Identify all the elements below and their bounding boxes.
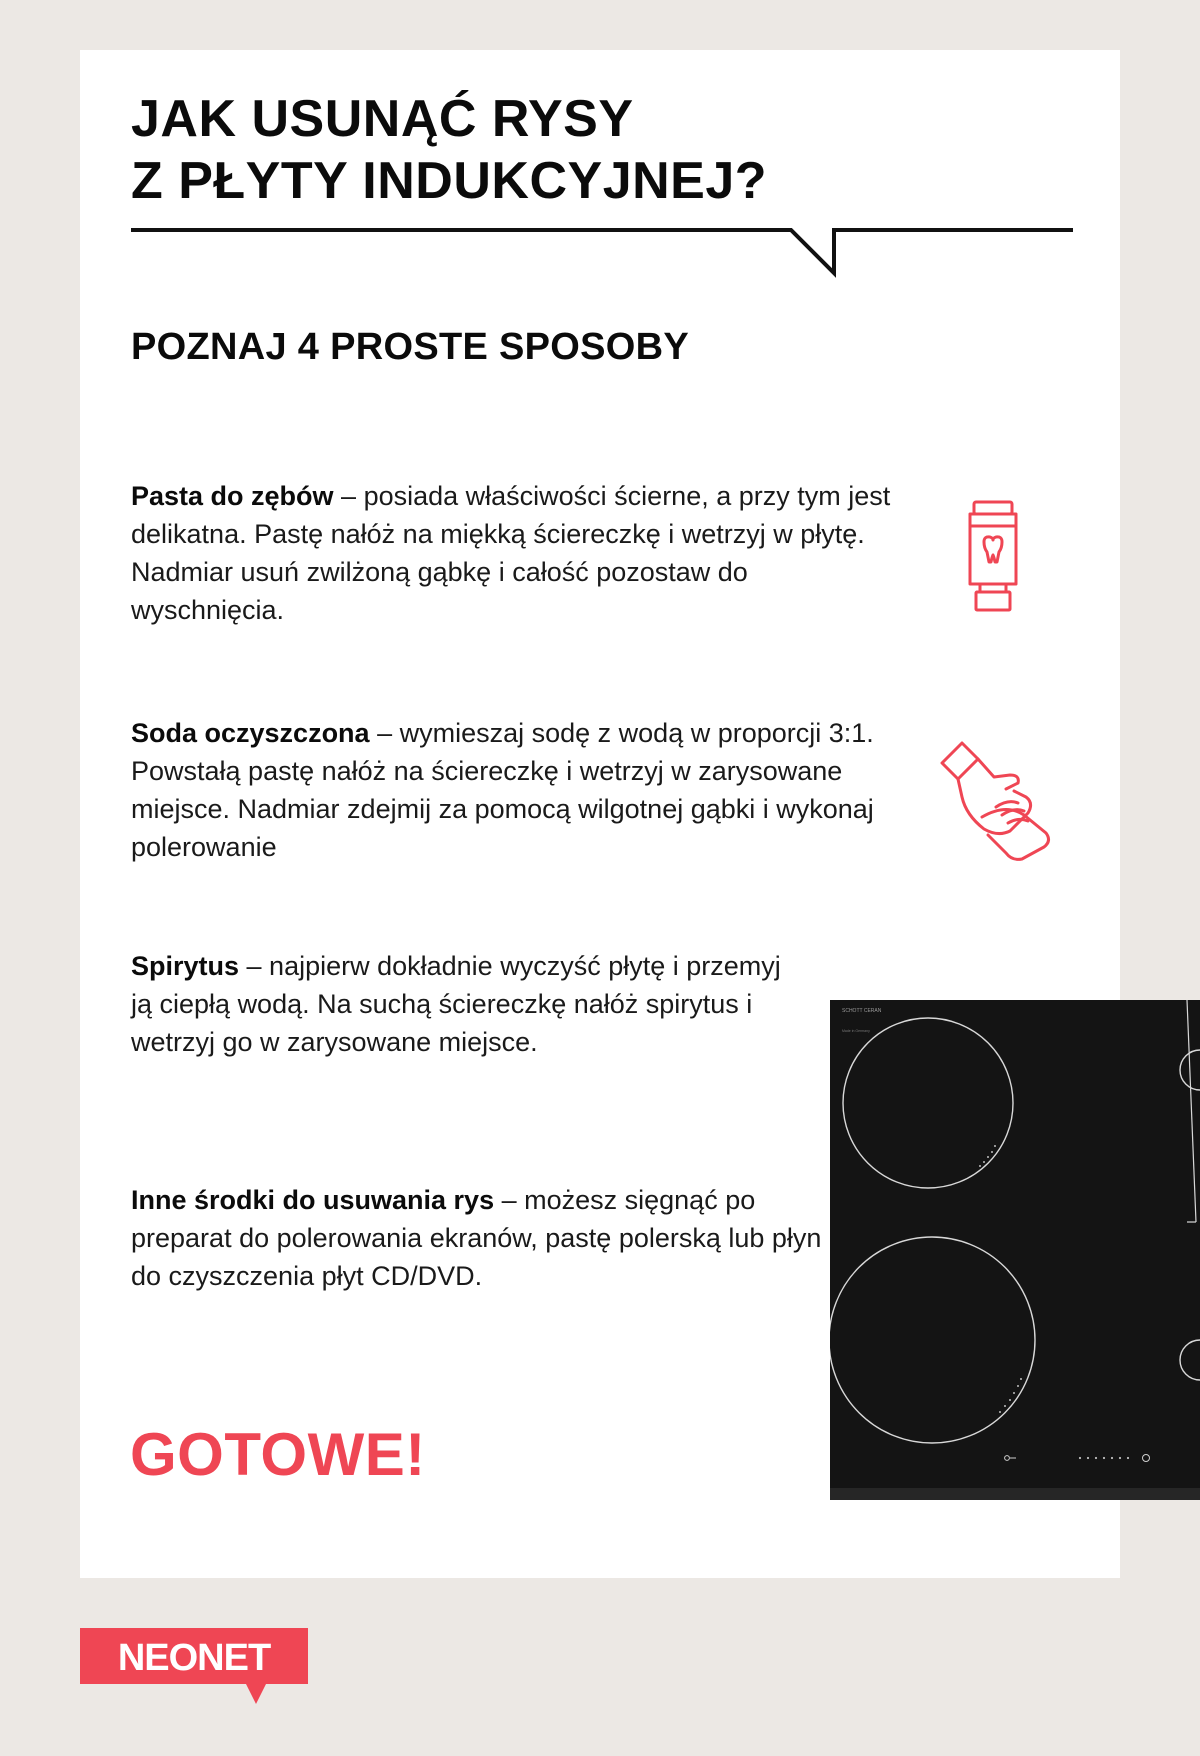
method-description: – wymieszaj sodę z wodą w proporcji 3:1. Powstałą pastę nałóż na ściereczkę i wetrzyj w zarysowane miejsce. Nadmiar zdejmij za pomocą wilgotnej gąbki i wykonaj polerowanie (131, 718, 874, 862)
method-name: Pasta do zębów (131, 481, 334, 511)
done-label: GOTOWE! (130, 1421, 426, 1488)
method-baking-soda (131, 714, 891, 866)
method-description: – możesz sięgnąć po preparat do polerowania ekranów, pastę polerską lub płyn do czyszczenia płyt CD/DVD. (131, 1185, 822, 1291)
cooktop-brand: SCHOTT CERAN (842, 1008, 882, 1014)
neonet-logo (80, 1628, 308, 1706)
speech-bubble-underline (131, 222, 1073, 282)
toothpaste-icon (966, 500, 1020, 612)
method-other-agents (131, 1181, 831, 1295)
induction-cooktop-image (830, 1000, 1200, 1500)
method-description: – najpierw dokładnie wyczyść płytę i przemyj ją ciepłą wodą. Na suchą ściereczkę nałóż spirytus i wetrzyj go w zarysowane miejsce. (131, 951, 781, 1057)
method-spirit (131, 947, 801, 1061)
method-description: – posiada właściwości ścierne, a przy tym jest delikatna. Pastę nałóż na miękką ściereczkę i wetrzyj w płytę. Nadmiar usuń zwilżoną gąbkę i całość pozostaw do wyschnięcia. (131, 481, 891, 625)
subtitle: POZNAJ 4 PROSTE SPOSOBY (131, 326, 690, 368)
method-name: Soda oczyszczona (131, 718, 370, 748)
cooktop-made-in: Made in Germany (842, 1029, 870, 1033)
method-toothpaste (131, 477, 891, 629)
method-name: Inne środki do usuwania rys (131, 1185, 495, 1215)
logo-text: NEONET (117, 1637, 271, 1679)
glove-cloth-icon (936, 737, 1058, 863)
method-name: Spirytus (131, 951, 240, 981)
page-title: JAK USUNĄĆ RYSY Z PŁYTY INDUKCYJNEJ? (131, 90, 768, 210)
